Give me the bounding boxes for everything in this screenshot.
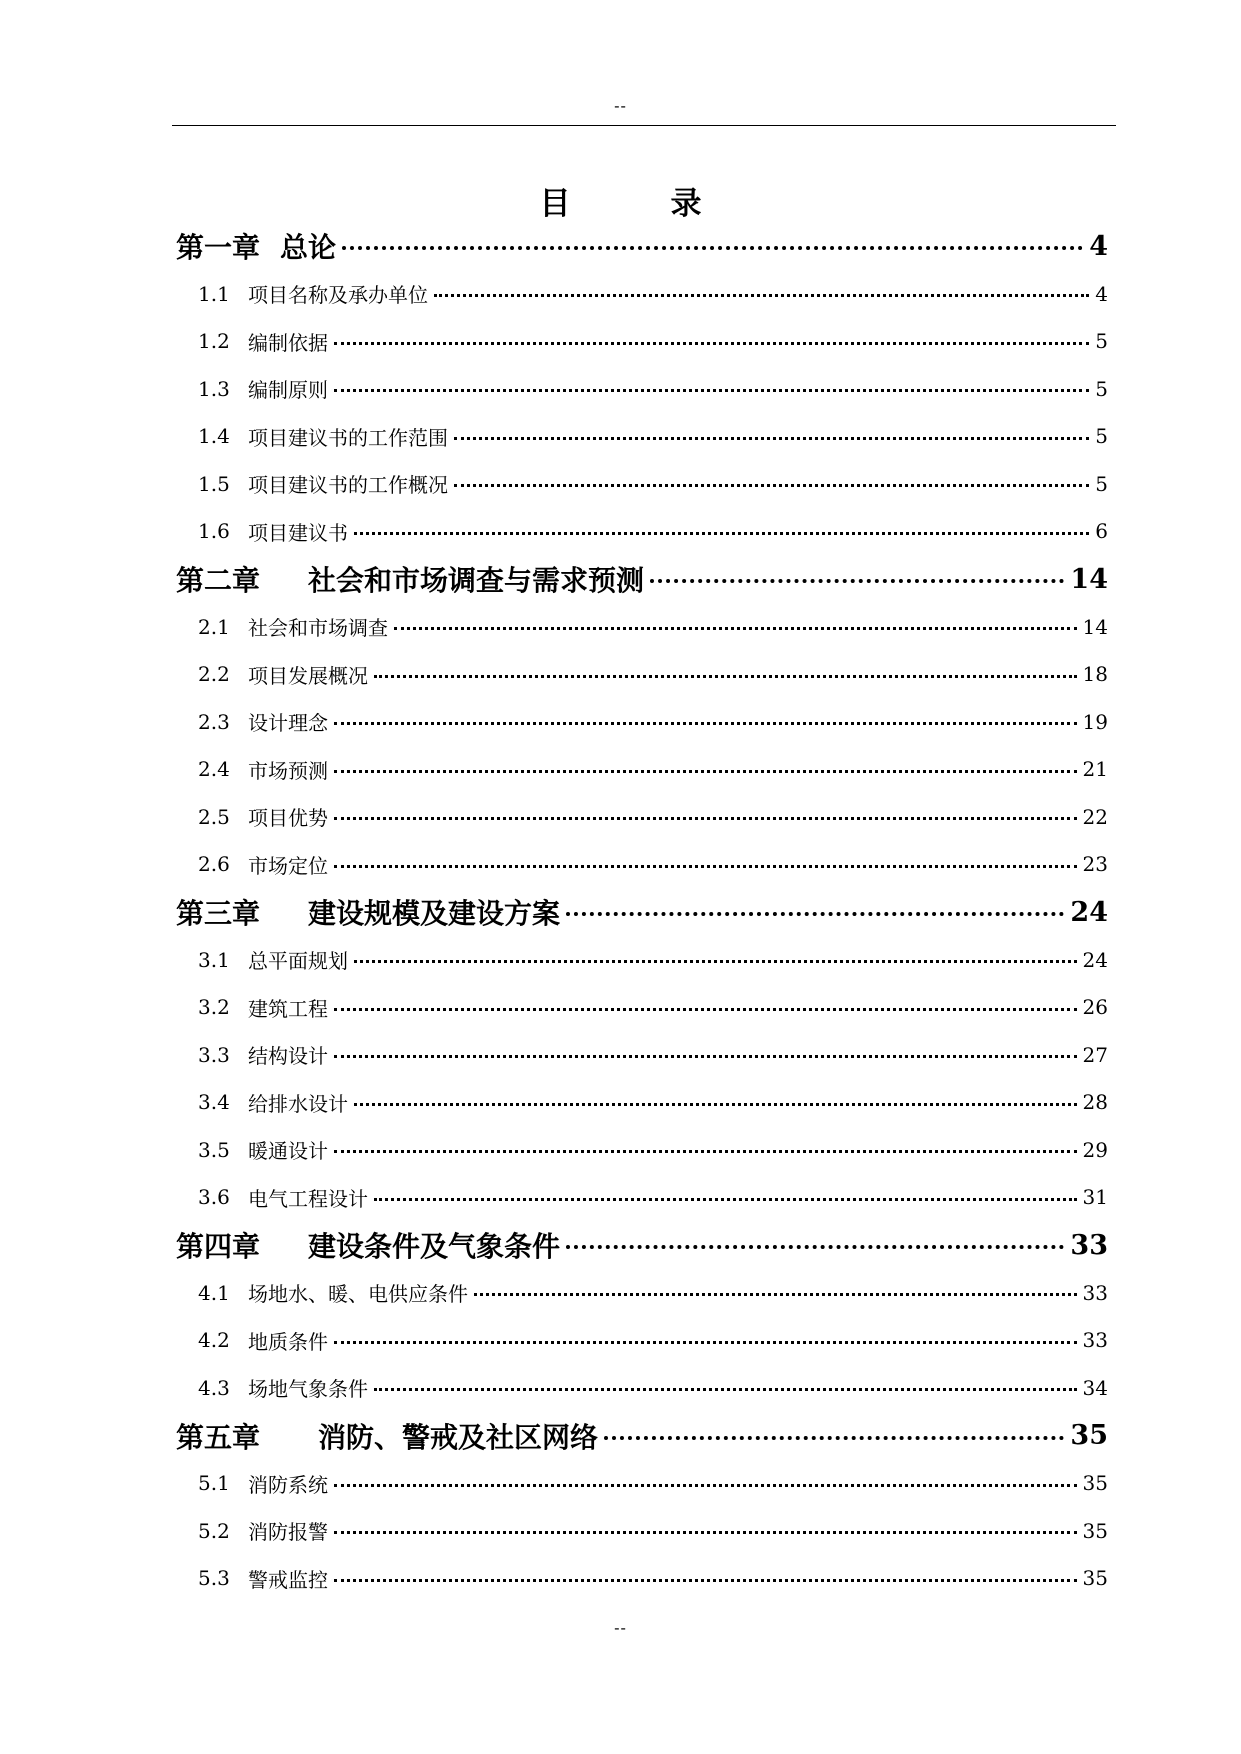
toc-dot-leader: [650, 579, 1064, 583]
toc-section-row[interactable]: [176, 460, 1108, 508]
toc-entry-page-number: 21: [1082, 757, 1108, 782]
toc-dot-leader: [374, 675, 1077, 678]
toc-entry-number: 3.6: [198, 1185, 230, 1210]
toc-dot-leader: [566, 912, 1064, 916]
toc-entry-number: 2.2: [198, 662, 230, 687]
toc-entry-page-number: 5: [1095, 471, 1108, 496]
toc-entry-page-number: 35: [1082, 1518, 1108, 1543]
toc-dot-leader: [342, 246, 1083, 250]
toc-section-row[interactable]: [176, 1079, 1108, 1127]
toc-dot-leader: [334, 865, 1077, 868]
toc-entry-title: 建筑工程: [248, 996, 328, 1021]
toc-dot-leader: [334, 389, 1089, 392]
toc-section-row[interactable]: [176, 1460, 1108, 1508]
toc-dot-leader: [394, 627, 1077, 630]
toc-entry-number: 2.1: [198, 614, 230, 639]
toc-entry-number: 第五章: [176, 1420, 261, 1454]
toc-entry-page-number: 33: [1082, 1328, 1108, 1353]
toc-section-row[interactable]: [176, 936, 1108, 984]
toc-entry-number: 3.5: [198, 1137, 230, 1162]
toc-section-row[interactable]: [176, 508, 1108, 556]
toc-dot-leader: [334, 342, 1089, 345]
toc-section-row[interactable]: [176, 746, 1108, 794]
toc-entry-page-number: 26: [1082, 995, 1108, 1020]
toc-entry-number: 1.4: [198, 424, 230, 449]
page-header-mark: --: [614, 96, 627, 115]
toc-section-row[interactable]: [176, 793, 1108, 841]
toc-entry-page-number: 33: [1082, 1280, 1108, 1305]
toc-entry-title: 暖通设计: [248, 1139, 328, 1164]
toc-entry-title: 总论: [280, 231, 337, 264]
toc-entry-title: 社会和市场调查与需求预测: [308, 564, 645, 597]
toc-entry-title: 场地气象条件: [248, 1377, 368, 1402]
header-rule: [172, 125, 1116, 126]
toc-chapter-row[interactable]: [176, 1412, 1108, 1460]
toc-entry-page-number: 33: [1070, 1229, 1108, 1261]
toc-dot-leader: [374, 1198, 1077, 1201]
toc-entry-number: 1.2: [198, 329, 230, 354]
toc-dot-leader: [566, 1245, 1064, 1249]
toc-dot-leader: [454, 484, 1089, 487]
toc-title-char-2: 录: [670, 186, 702, 222]
toc-dot-leader: [354, 532, 1089, 535]
toc-entry-title: 项目建议书: [248, 520, 348, 545]
toc-section-row[interactable]: [176, 1174, 1108, 1222]
toc-section-row[interactable]: [176, 1555, 1108, 1603]
toc-entry-number: 4.3: [198, 1375, 230, 1400]
toc-entry-page-number: 24: [1070, 896, 1108, 928]
toc-entry-number: 5.1: [198, 1471, 230, 1496]
toc-entry-title: 设计理念: [248, 711, 328, 736]
toc-section-row[interactable]: [176, 984, 1108, 1032]
toc-entry-page-number: 5: [1095, 376, 1108, 401]
toc-section-row[interactable]: [176, 1364, 1108, 1412]
toc-entry-page-number: 31: [1082, 1185, 1108, 1210]
toc-dot-leader: [334, 1531, 1077, 1534]
toc-entry-number: 2.4: [198, 757, 230, 782]
toc-entry-title: 项目建议书的工作概况: [248, 473, 448, 498]
toc-section-row[interactable]: [176, 1317, 1108, 1365]
toc-section-row[interactable]: [176, 603, 1108, 651]
toc-entry-page-number: 18: [1082, 662, 1108, 687]
toc-dot-leader: [474, 1293, 1077, 1296]
toc-entry-page-number: 28: [1082, 1090, 1108, 1115]
toc-entry-page-number: 35: [1082, 1471, 1108, 1496]
toc-entry-number: 第一章: [176, 231, 261, 264]
toc-entry-title: 建设规模及建设方案: [308, 897, 561, 930]
toc-entry-title: 编制原则: [248, 378, 328, 403]
toc-entry-page-number: 4: [1089, 230, 1108, 262]
toc-entry-title: 建设条件及气象条件: [308, 1230, 561, 1263]
toc-entry-page-number: 34: [1082, 1375, 1108, 1400]
toc-entry-number: 4.2: [198, 1328, 230, 1353]
toc-entry-page-number: 19: [1082, 709, 1108, 734]
toc-section-row[interactable]: [176, 318, 1108, 366]
toc-section-row[interactable]: [176, 1031, 1108, 1079]
toc-entry-page-number: 5: [1095, 329, 1108, 354]
toc-dot-leader: [604, 1436, 1064, 1440]
toc-section-row[interactable]: [176, 651, 1108, 699]
toc-entry-title: 警戒监控: [248, 1567, 328, 1592]
toc-section-row[interactable]: [176, 1126, 1108, 1174]
toc-chapter-row[interactable]: [176, 1221, 1108, 1269]
toc-entry-number: 第三章: [176, 897, 261, 930]
toc-section-row[interactable]: [176, 270, 1108, 318]
toc-entry-title: 项目优势: [248, 806, 328, 831]
toc-entry-title: 消防报警: [248, 1520, 328, 1545]
toc-chapter-row[interactable]: [176, 555, 1108, 603]
toc-entry-title: 给排水设计: [248, 1091, 348, 1116]
toc-entry-number: 2.5: [198, 804, 230, 829]
toc-section-row[interactable]: [176, 1507, 1108, 1555]
toc-title: [0, 178, 1241, 223]
toc-entry-number: 3.1: [198, 947, 230, 972]
toc-entry-page-number: 27: [1082, 1042, 1108, 1067]
toc-entry-title: 场地水、暖、电供应条件: [248, 1282, 468, 1307]
toc-dot-leader: [454, 437, 1089, 440]
toc-entry-title: 编制依据: [248, 330, 328, 355]
toc-section-row[interactable]: [176, 413, 1108, 461]
toc-dot-leader: [334, 1055, 1077, 1058]
toc-entry-page-number: 4: [1095, 281, 1108, 306]
toc-entry-number: 2.3: [198, 709, 230, 734]
toc-section-row[interactable]: [176, 365, 1108, 413]
toc-section-row[interactable]: [176, 841, 1108, 889]
toc-entry-title: 电气工程设计: [248, 1186, 368, 1211]
toc-entry-title: 项目发展概况: [248, 663, 368, 688]
toc-entry-title: 总平面规划: [248, 949, 348, 974]
toc-dot-leader: [334, 1150, 1077, 1153]
toc-dot-leader: [334, 1341, 1077, 1344]
toc-section-row[interactable]: [176, 1269, 1108, 1317]
toc-dot-leader: [354, 1103, 1077, 1106]
toc-dot-leader: [434, 294, 1089, 297]
toc-entry-page-number: 35: [1070, 1420, 1108, 1451]
toc-dot-leader: [374, 1388, 1077, 1391]
toc-entry-number: 3.4: [198, 1090, 230, 1115]
toc-entry-page-number: 24: [1082, 947, 1108, 972]
toc-entry-number: 5.2: [198, 1518, 230, 1543]
toc-dot-leader: [334, 770, 1077, 773]
toc-dot-leader: [334, 1579, 1077, 1582]
toc-entry-title: 结构设计: [248, 1044, 328, 1069]
toc-entry-number: 4.1: [198, 1280, 230, 1305]
toc-entry-number: 5.3: [198, 1566, 230, 1591]
page-footer-mark: --: [614, 1618, 627, 1637]
toc-entry-number: 1.3: [198, 376, 230, 401]
toc-entry-title: 社会和市场调查: [248, 616, 388, 641]
toc-section-row[interactable]: [176, 698, 1108, 746]
toc-dot-leader: [354, 960, 1077, 963]
toc-chapter-row[interactable]: [176, 888, 1108, 936]
toc-entry-page-number: 14: [1082, 614, 1108, 639]
toc-entry-number: 3.2: [198, 995, 230, 1020]
toc-entry-page-number: 22: [1082, 804, 1108, 829]
toc-entry-page-number: 35: [1082, 1566, 1108, 1591]
toc-entry-page-number: 29: [1082, 1137, 1108, 1162]
toc-entry-number: 1.5: [198, 471, 230, 496]
toc-title-char-1: 目: [539, 186, 571, 222]
toc-entry-title: 市场定位: [248, 853, 328, 878]
toc-entry-page-number: 23: [1082, 852, 1108, 877]
toc-entry-title: 地质条件: [248, 1329, 328, 1354]
toc-dot-leader: [334, 722, 1077, 725]
toc-entry-page-number: 6: [1095, 519, 1108, 544]
toc-entry-title: 消防系统: [248, 1472, 328, 1497]
toc-dot-leader: [334, 1484, 1077, 1487]
toc-entry-title: 消防、警戒及社区网络: [318, 1420, 599, 1454]
toc-entry-number: 第二章: [176, 564, 261, 597]
toc-entry-title: 项目建议书的工作范围: [248, 425, 448, 450]
toc-entry-number: 1.1: [198, 281, 230, 306]
toc-entry-number: 1.6: [198, 519, 230, 544]
toc-entry-page-number: 14: [1070, 563, 1108, 595]
toc-entry-number: 第四章: [176, 1230, 261, 1263]
toc-entry-number: 2.6: [198, 852, 230, 877]
toc-chapter-row[interactable]: [176, 222, 1108, 270]
toc-dot-leader: [334, 817, 1077, 820]
toc-entry-page-number: 5: [1095, 424, 1108, 449]
toc-dot-leader: [334, 1008, 1077, 1011]
table-of-contents: [176, 222, 1108, 1602]
toc-entry-number: 3.3: [198, 1042, 230, 1067]
toc-entry-title: 市场预测: [248, 758, 328, 783]
toc-entry-title: 项目名称及承办单位: [248, 283, 428, 308]
